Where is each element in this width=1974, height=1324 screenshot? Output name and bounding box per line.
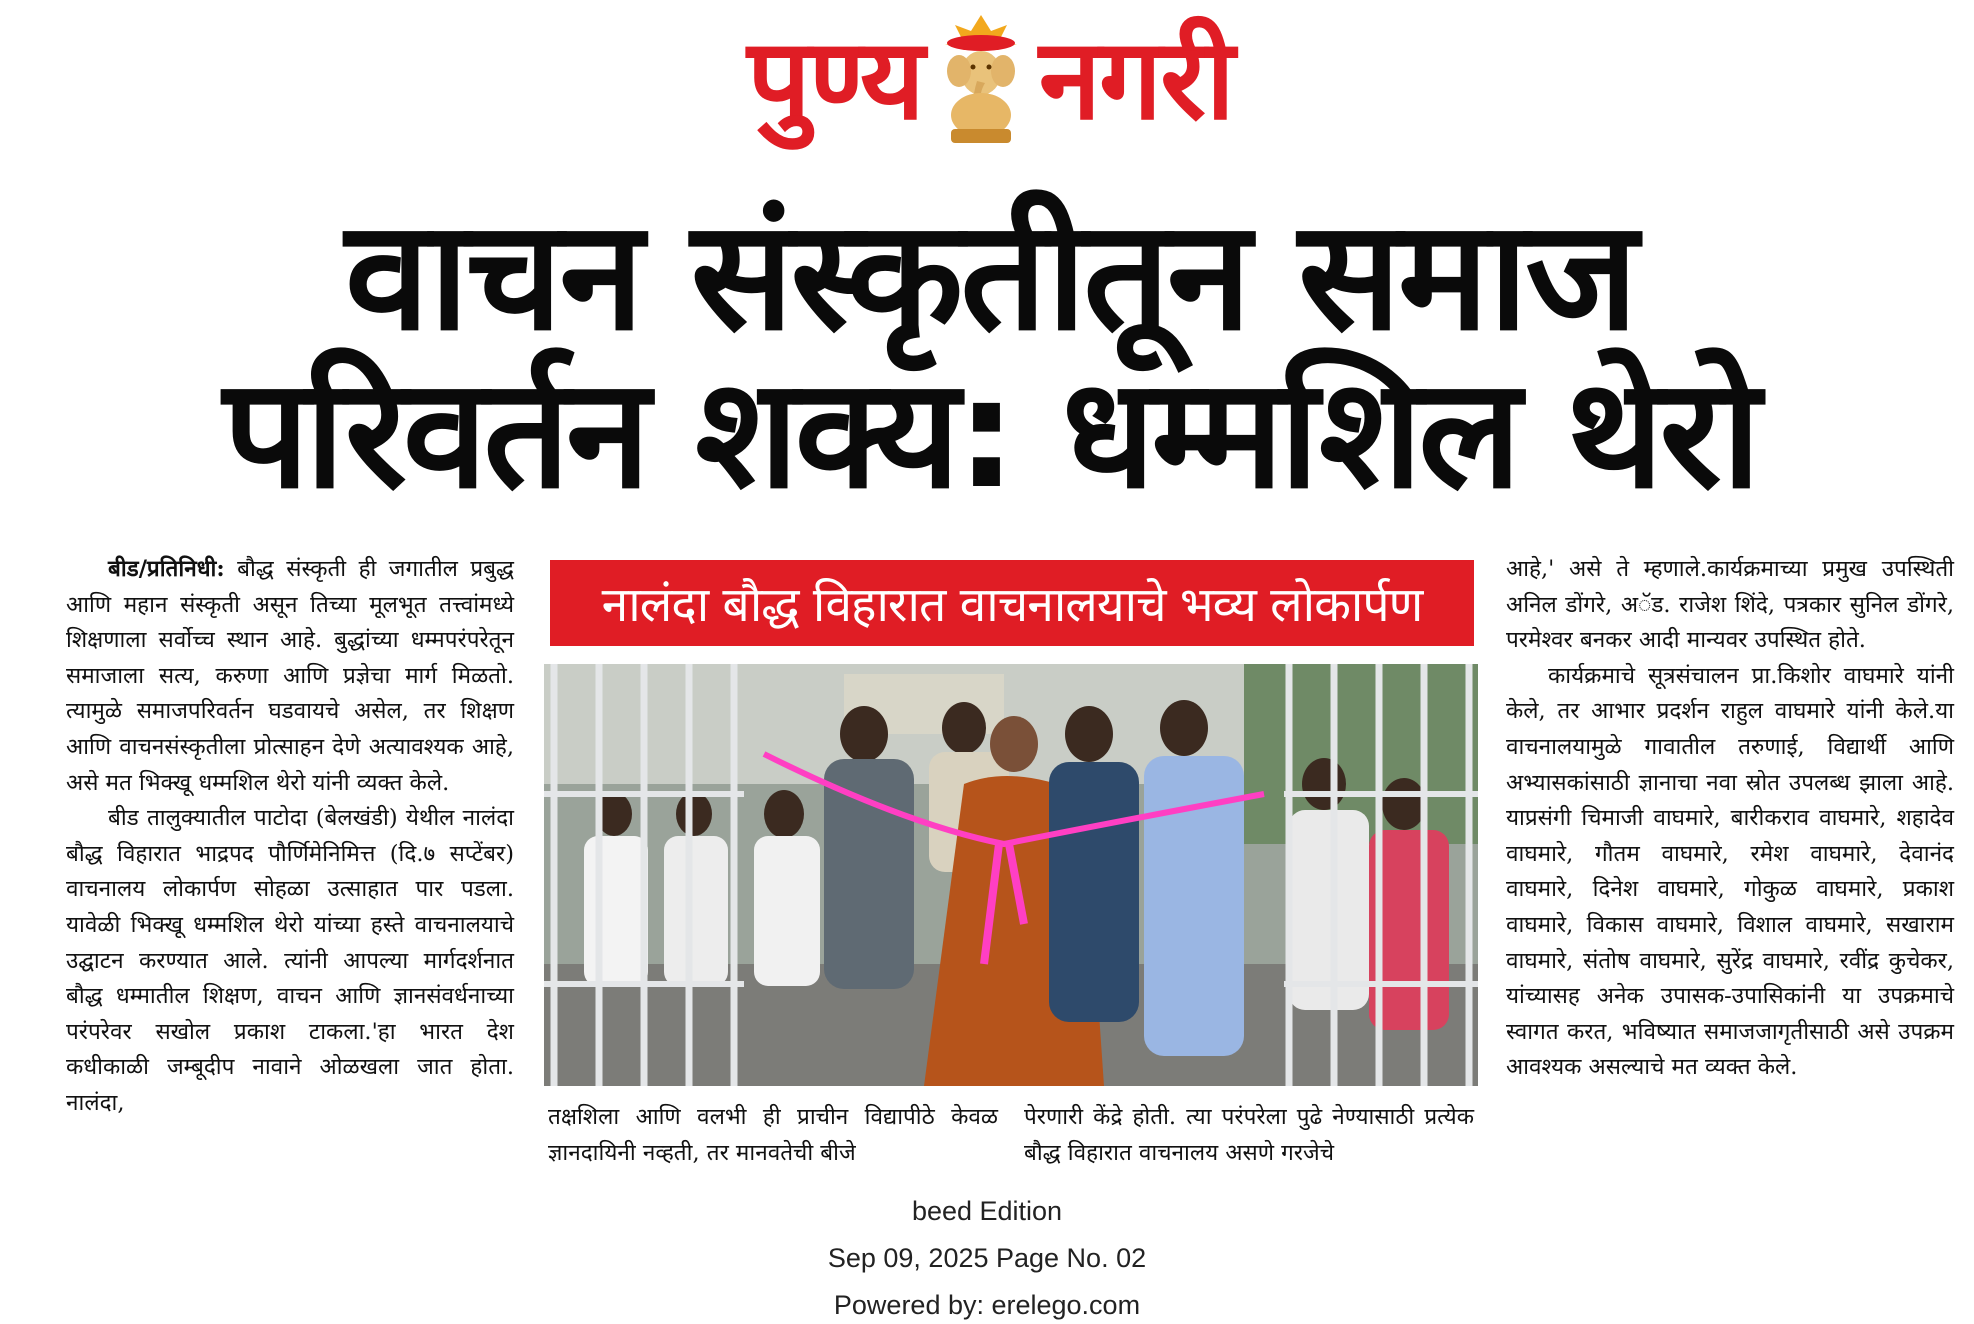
subheadline-banner: नालंदा बौद्ध विहारात वाचनालयाचे भव्य लोकार्पण bbox=[550, 560, 1474, 646]
footer-edition: beed Edition bbox=[911, 1196, 1063, 1226]
article-column-mid-1: तक्षशिला आणि वलभी ही प्राचीन विद्यापीठे केवळ ज्ञानदायिनी नव्हती, तर मानवतेची बीजे bbox=[548, 1104, 998, 1166]
ribbon-cutting-photo bbox=[544, 664, 1478, 1086]
masthead-right-word: नगरी bbox=[1038, 15, 1233, 145]
headline-line-2: परिवर्तन शक्य: धम्मशिल थेरो bbox=[222, 345, 1758, 522]
headline bbox=[60, 187, 1920, 522]
article-column-mid-2: पेरणारी केंद्रे होती. त्या परंपरेला पुढे नेण्यासाठी प्रत्येक बौद्ध विहारात वाचनालय असणे गरजेचे bbox=[1024, 1104, 1474, 1166]
headline-line-1: वाचन संस्कृतीतून समाज bbox=[344, 187, 1636, 364]
article-paragraph-1-text: बौद्ध संस्कृती ही जगातील प्रबुद्ध आणि महान संस्कृती असून तिच्या मूलभूत तत्त्वांमध्ये शिक्षणाला सर्वोच्च स्थान आहे. बुद्धांच्या धम्मपरंपरेतून समाजाला सत्य, करुणा आणि प्रज्ञेचा मार्ग मिळतो. त्यामुळे समाजपरिवर्तन घडवायचे असेल, तर शिक्षण आणि वाचनसंस्कृतीला प्रोत्साहन देणे अत्यावश्यक आहे, असे मत भिक्खू धम्मशिल थेरो यांनी व्यक्त केले. bbox=[66, 556, 514, 796]
article-paragraph-3: आहे,' असे ते म्हणाले.कार्यक्रमाच्या प्रमुख उपस्थिती अनिल डोंगरे, अॅड. राजेश शिंदे, पत्रकार सुनिल डोंगरे, परमेश्वर बनकर आदी मान्यवर उपस्थित होते. bbox=[1506, 556, 1954, 654]
dateline: बीड/प्रतिनिधी: bbox=[108, 556, 225, 582]
article-paragraph-4: कार्यक्रमाचे सूत्रसंचालन प्रा.किशोर वाघमारे यांनी केले, तर आभार प्रदर्शन राहुल वाघमारे यांनी केले.या वाचनालयामुळे गावातील तरुणाई, विद्यार्थी आणि अभ्यासकांसाठी ज्ञानाचा नवा स्रोत उपलब्ध झाला आहे. याप्रसंगी चिमाजी वाघमारे, बारीकराव वाघमारे, शहादेव वाघमारे, गौतम वाघमारे, रमेश वाघमारे, देवानंद वाघमारे, दिनेश वाघमारे, गोकुळ वाघमारे, प्रकाश वाघमारे, विकास वाघमारे, विशाल वाघमारे, सखाराम वाघमारे, संतोष वाघमारे, सुरेंद्र वाघमारे, रवींद्र कुचेकर, यांच्यासह अनेक उपासक-उपासिकांनी या उपक्रमाचे स्वागत करत, भविष्यात समाजजागृतीसाठी असे उपक्रम आवश्यक असल्याचे मत व्यक्त केले. bbox=[1506, 662, 1954, 1081]
news-photo bbox=[544, 664, 1478, 1086]
footer-date-page: Sep 09, 2025 Page No. 02 bbox=[827, 1243, 1147, 1273]
ganesha-icon bbox=[933, 11, 1029, 149]
article-paragraph-2: बीड तालुक्यातील पाटोदा (बेलखंडी) येथील नालंदा बौद्ध विहारात भाद्रपद पौर्णिमेनिमित्त (दि.७ सप्टेंबर) वाचनालय लोकार्पण सोहळा उत्साहात पार पडला. यावेळी भिक्खू धम्मशिल थेरो यांच्या हस्ते वाचनालयाचे उद्घाटन करण्यात आले. त्यांनी आपल्या मार्गदर्शनात बौद्ध धम्मातील शिक्षण, वाचन आणि ज्ञानसंवर्धनाच्या परंपरेवर सखोल प्रकाश टाकला.'हा भारत देश कधीकाळी जम्बूदीप नावाने ओळखला जात होता. नालंदा, bbox=[66, 805, 514, 1116]
footer-powered-by: Powered by: erelego.com bbox=[833, 1290, 1141, 1320]
masthead-left-word: पुण्य bbox=[747, 15, 923, 145]
article-column-right bbox=[1506, 552, 1954, 1086]
article-column-left bbox=[66, 552, 514, 1122]
article-paragraph-1 bbox=[66, 552, 514, 801]
masthead bbox=[660, 0, 1320, 160]
